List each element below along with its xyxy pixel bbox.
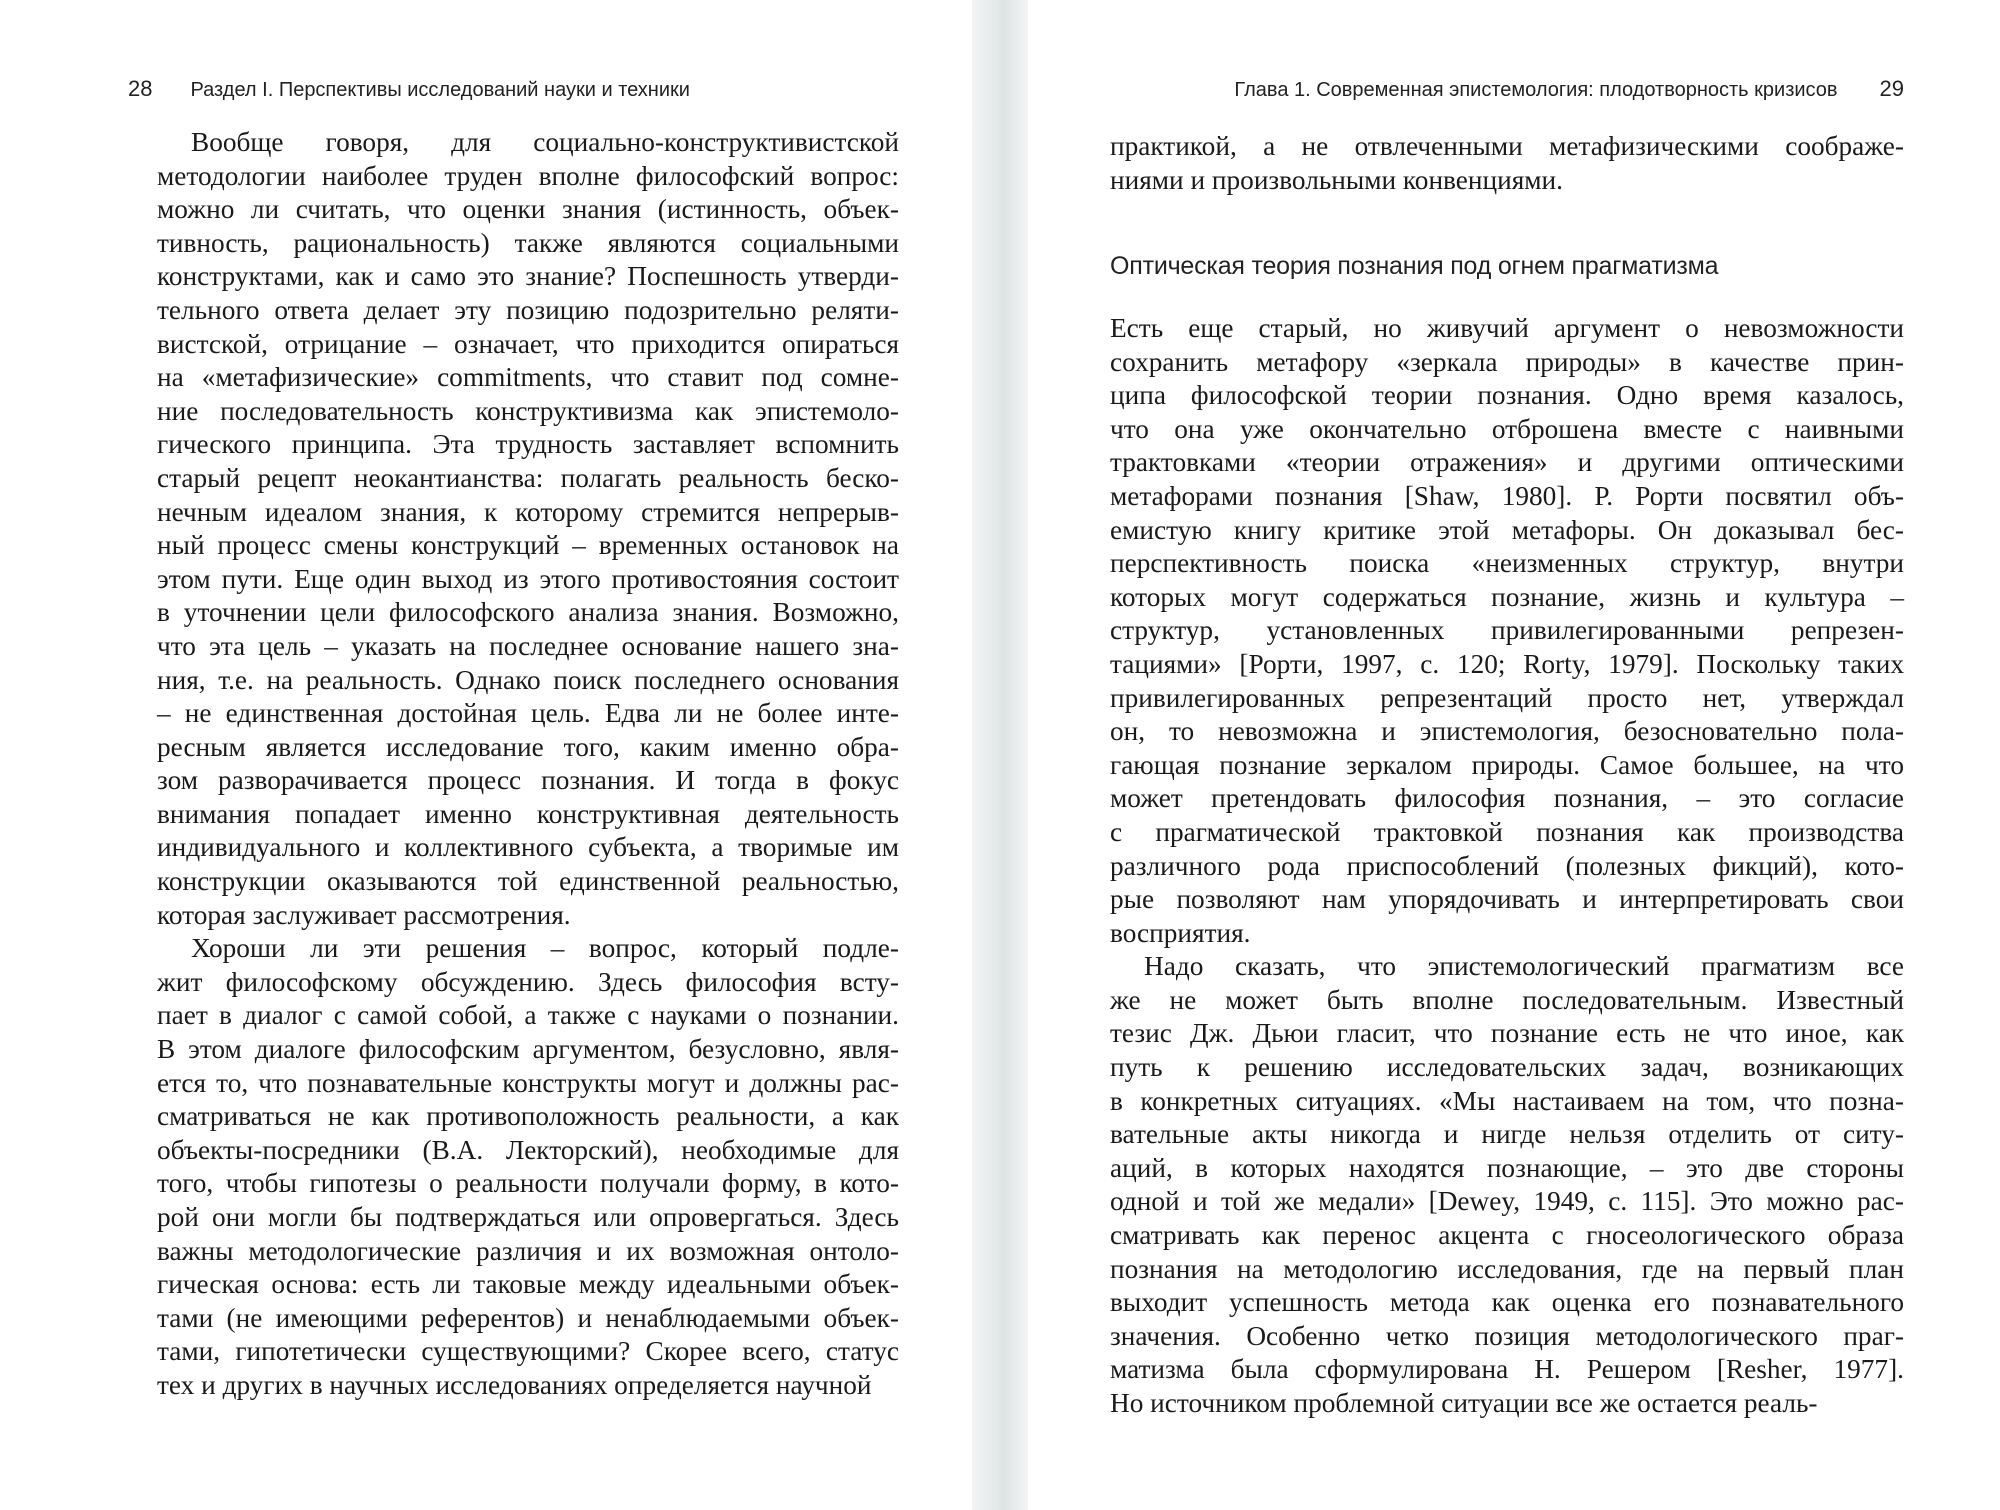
- text-line: что она уже окончательно отброшена вместе с наивными: [1110, 413, 1904, 444]
- text-line: ный процесс смены конструкций – временных остановок на: [157, 530, 899, 561]
- text-line: на «метафизические» commitments, что ставит под сомне-: [157, 362, 899, 393]
- text-line: перспективность поиска «неизменных структур, внутри: [1110, 548, 1904, 579]
- left-paragraph-1: [157, 126, 899, 932]
- text-line: ниями и произвольными конвенциями.: [1110, 164, 1563, 195]
- text-line: практикой, а не отвлеченными метафизическими соображе-: [1110, 131, 1904, 161]
- left-running-header: [128, 76, 690, 102]
- text-line: того, чтобы гипотезы о реальности получали форму, в кото-: [157, 1168, 899, 1199]
- text-line: гающая познание зеркалом природы. Самое большее, на что: [1110, 749, 1904, 780]
- text-line: сохранить метафору «зеркала природы» в качестве прин-: [1110, 346, 1904, 377]
- right-paragraph-1: [1110, 312, 1904, 950]
- text-line: зом разворачивается процесс познания. И тогда в фокус: [157, 765, 899, 796]
- text-line: же не может быть вполне последовательным. Известный: [1110, 984, 1904, 1015]
- left-body-text: [157, 126, 899, 1403]
- text-line: структур, установленных привилегированными репрезен-: [1110, 615, 1904, 646]
- text-line: матизма была сформулирована Н. Решером [Resher, 1977].: [1110, 1354, 1904, 1385]
- right-lead-paragraph: [1110, 130, 1904, 197]
- section-heading: Оптическая теория познания под огнем прагматизма: [1110, 252, 1719, 280]
- text-line: гического принципа. Эта трудность заставляет вспомнить: [157, 429, 899, 460]
- text-line: ется то, что познавательные конструкты могут и должны рас-: [157, 1067, 899, 1098]
- text-line: конструкции оказываются той единственной реальностью,: [157, 866, 899, 897]
- text-line: аций, в которых находятся познающие, – это две стороны: [1110, 1152, 1904, 1183]
- text-line: Хороши ли эти решения – вопрос, который подле-: [191, 933, 899, 964]
- text-line: Есть еще старый, но живучий аргумент о невозможности: [1110, 313, 1904, 343]
- text-line: метафорами познания [Shaw, 1980]. Р. Рорти посвятил объ-: [1110, 480, 1904, 511]
- text-line: тельного ответа делает эту позицию подозрительно реляти-: [157, 294, 899, 325]
- text-line: – не единственная достойная цель. Едва ли не более инте-: [157, 698, 899, 729]
- left-page: [0, 0, 972, 1510]
- text-line: старый рецепт неокантианства: полагать реальность беско-: [157, 462, 899, 493]
- text-line: тами (не имеющими референтов) и ненаблюдаемыми объек-: [157, 1302, 899, 1333]
- text-line: путь к решению исследовательских задач, возникающих: [1110, 1052, 1904, 1083]
- right-page-number: 29: [1879, 76, 1904, 101]
- text-line: конструктами, как и само это знание? Поспешность утверди-: [157, 261, 899, 292]
- text-line: рой они могли бы подтверждаться или опровергаться. Здесь: [157, 1202, 899, 1232]
- text-line: которая заслуживает рассмотрения.: [157, 899, 571, 930]
- text-line: индивидуального и коллективного субъекта, а творимые им: [157, 832, 899, 863]
- text-line: тивность, рациональность) также являются социальными: [157, 227, 899, 258]
- text-line: ния, т.е. на реальность. Однако поиск последнего основания: [157, 664, 899, 695]
- right-paragraph-2: [1110, 950, 1904, 1420]
- text-line: восприятия.: [1110, 917, 1251, 948]
- text-line: различного рода приспособлений (полезных фикций), кото-: [1110, 850, 1904, 881]
- text-line: методологии наиболее труден вполне философский вопрос:: [157, 160, 899, 191]
- right-body-text: [1110, 312, 1904, 1421]
- text-line: вательные акты никогда и нигде нельзя отделить от ситу-: [1110, 1119, 1904, 1150]
- text-line: Вообще говоря, для социально-конструктивистской: [191, 127, 899, 157]
- text-line: тами, гипотетически существующими? Скорее всего, статус: [157, 1336, 899, 1367]
- text-line: вистской, отрицание – означает, что приходится опираться: [157, 328, 899, 359]
- text-line: выходит успешность метода как оценка его познавательного: [1110, 1287, 1904, 1318]
- text-line: рые позволяют нам упорядочивать и интерпретировать свои: [1110, 884, 1904, 915]
- text-line: одной и той же медали» [Dewey, 1949, с. 115]. Это можно рас-: [1110, 1186, 1904, 1217]
- text-line: в конкретных ситуациях. «Мы настаиваем на том, что позна-: [1110, 1085, 1904, 1116]
- right-running-header: [1234, 76, 1904, 102]
- text-line: ципа философской теории познания. Одно время казалось,: [1110, 380, 1904, 411]
- text-line: ресным является исследование того, каким именно обра-: [157, 731, 899, 762]
- text-line: которых могут содержаться познание, жизнь и культура –: [1110, 581, 1904, 612]
- text-line: жит философскому обсуждению. Здесь философия всту-: [157, 966, 899, 997]
- right-lead-text: [1110, 130, 1904, 197]
- right-page: [1028, 0, 2000, 1510]
- text-line: важны методологические различия и их возможная онтоло-: [157, 1235, 899, 1266]
- text-line: сматриваться не как противоположность реальности, а как: [157, 1101, 899, 1132]
- text-line: может претендовать философия познания, – это согласие: [1110, 783, 1904, 814]
- text-line: что эта цель – указать на последнее основание нашего зна-: [157, 630, 899, 661]
- text-line: ние последовательность конструктивизма как эпистемоло-: [157, 395, 899, 426]
- text-line: сматривать как перенос акцента с гносеологического образа: [1110, 1220, 1904, 1251]
- text-line: объекты-посредники (В.А. Лекторский), необходимые для: [157, 1134, 899, 1165]
- text-line: нечным идеалом знания, к которому стремится непрерыв-: [157, 496, 899, 527]
- text-line: внимания попадает именно конструктивная деятельность: [157, 798, 899, 829]
- text-line: В этом диалоге философским аргументом, безусловно, явля-: [157, 1034, 899, 1065]
- text-line: тациями» [Рорти, 1997, с. 120; Rorty, 1979]. Поскольку таких: [1110, 648, 1904, 679]
- text-line: тезис Дж. Дьюи гласит, что познание есть не что иное, как: [1110, 1018, 1904, 1049]
- text-line: гическая основа: есть ли таковые между идеальными объек-: [157, 1269, 899, 1300]
- text-line: Надо сказать, что эпистемологический прагматизм все: [1144, 951, 1904, 982]
- text-line: можно ли считать, что оценки знания (истинность, объек-: [157, 194, 899, 225]
- text-line: привилегированных репрезентаций просто нет, утверждал: [1110, 682, 1904, 713]
- text-line: пает в диалог с самой собой, а также с науками о познании.: [157, 1000, 899, 1031]
- text-line: трактовками «теории отражения» и другими оптическими: [1110, 447, 1904, 478]
- text-line: с прагматической трактовкой познания как производства: [1110, 816, 1904, 847]
- book-gutter: [972, 0, 1028, 1510]
- text-line: тех и других в научных исследованиях определяется научной: [157, 1369, 872, 1400]
- left-page-number: 28: [128, 76, 153, 101]
- right-header-title: Глава 1. Современная эпистемология: плодотворность кризисов: [1234, 79, 1838, 101]
- left-header-title: Раздел I. Перспективы исследований науки и техники: [190, 79, 690, 101]
- text-line: в уточнении цели философского анализа знания. Возможно,: [157, 597, 899, 628]
- text-line: познания на методологию исследования, где на первый план: [1110, 1253, 1904, 1284]
- text-line: значения. Особенно четко позиция методологического праг-: [1110, 1320, 1904, 1351]
- text-line: этом пути. Еще один выход из этого противостояния состоит: [157, 563, 899, 594]
- text-line: емистую книгу критике этой метафоры. Он доказывал бес-: [1110, 514, 1904, 545]
- text-line: он, то невозможна и эпистемология, безосновательно пола-: [1110, 716, 1904, 747]
- text-line: Но источником проблемной ситуации все же остается реаль-: [1110, 1388, 1818, 1418]
- left-paragraph-2: [157, 932, 899, 1402]
